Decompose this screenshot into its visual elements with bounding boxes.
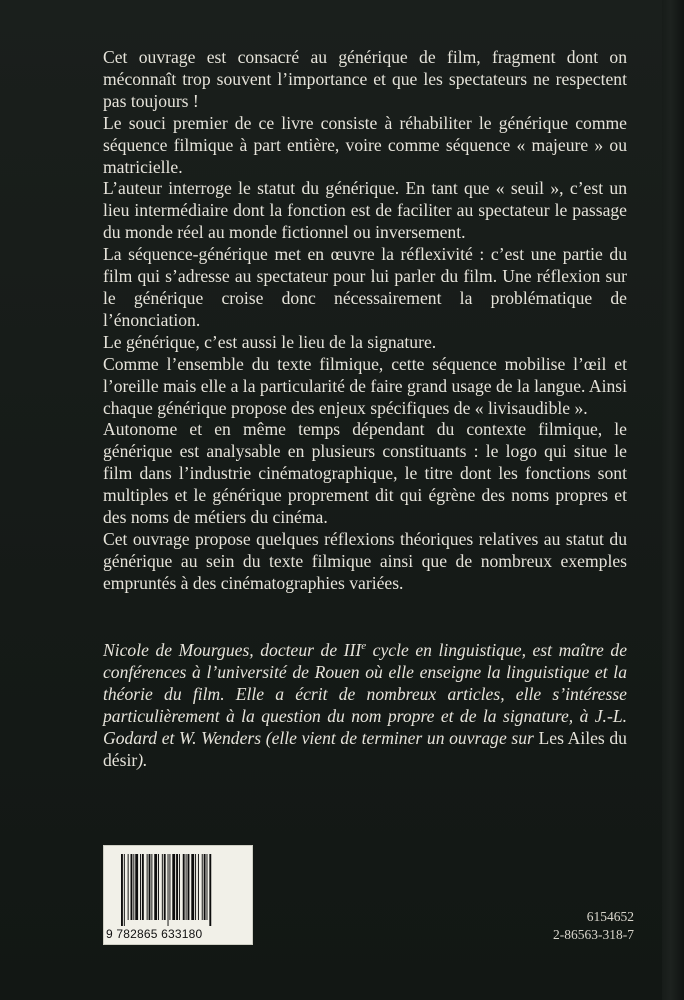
product-codes bbox=[553, 908, 634, 944]
barcode-bar bbox=[191, 854, 194, 920]
barcode-bar bbox=[140, 854, 141, 920]
barcode-bar bbox=[207, 854, 208, 920]
barcode-bar bbox=[195, 854, 196, 920]
barcode-bar bbox=[164, 854, 166, 920]
author-bio-text: ). bbox=[137, 749, 148, 770]
barcode-bar bbox=[149, 854, 151, 920]
blurb-paragraph: La séquence-générique met en œuvre la réflexivité : c’est une partie du film qui s’adresse au spectateur pour lui parler du film. Une réflexion sur le générique croise donc nécessairement la problématique de l’énonciation. bbox=[103, 244, 627, 330]
barcode-bar bbox=[186, 854, 187, 920]
ordinal-superscript: e bbox=[361, 640, 367, 653]
barcode-bar bbox=[147, 854, 148, 920]
barcode-bar bbox=[183, 854, 185, 920]
author-bio bbox=[103, 640, 627, 771]
barcode-bar bbox=[198, 854, 199, 920]
barcode-bar bbox=[209, 854, 211, 926]
blurb-paragraph: Autonome et en même temps dépendant du contexte filmique, le générique est analysable en plusieurs constituants : le logo qui situe le film dans l’industrie cinématographique, le titre dont les fonctions sont multiples et le générique proprement dit qui égrène des noms propres et des noms de métiers du cinéma. bbox=[103, 419, 627, 528]
blurb-paragraph: L’auteur interroge le statut du générique. En tant que « seuil », c’est un lieu intermédiaire dont la fonction est de faciliter au spectateur le passage du monde réel au monde fictionnel ou inversement. bbox=[103, 178, 627, 243]
reference-number: 6154652 bbox=[586, 909, 634, 924]
isbn: 2-86563-318-7 bbox=[553, 927, 634, 942]
barcode-bar bbox=[176, 854, 178, 920]
barcode-bar bbox=[158, 854, 159, 920]
author-bio-text: cycle en linguistique, est maître de conférences à l’université de Rouen où elle enseigne la linguistique et la théorie du film. Elle a écrit de nombreux articles, elle s’intéresse particulièrement à la question du nom propre et de la signature, à J.-L. Godard et W. Wenders (elle vient de terminer un ouvrage sur bbox=[103, 640, 628, 748]
barcode-bar bbox=[188, 854, 190, 920]
barcode-bar bbox=[133, 854, 134, 920]
barcode-bar bbox=[154, 854, 157, 920]
barcode-bar bbox=[179, 854, 180, 920]
barcode-bar bbox=[124, 854, 125, 926]
barcode-bars bbox=[121, 854, 235, 926]
barcode-bar bbox=[172, 854, 175, 920]
blurb-paragraph: Le générique, c’est aussi le lieu de la signature. bbox=[103, 331, 437, 352]
barcode-bar bbox=[135, 854, 138, 920]
film-title: Les Ailes du désir bbox=[103, 727, 627, 770]
barcode-bar bbox=[202, 854, 203, 920]
barcode-bar bbox=[142, 854, 144, 920]
blurb-paragraph: Le souci premier de ce livre consiste à réhabiliter le générique comme séquence filmique à part entière, voire comme séquence « majeure » ou matricielle. bbox=[103, 112, 627, 177]
barcode-number: 9 782865 633180 bbox=[106, 927, 203, 941]
barcode-bar bbox=[168, 854, 169, 926]
barcode-bar bbox=[121, 854, 123, 926]
blurb-paragraph: Comme l’ensemble du texte filmique, cette séquence mobilise l’œil et l’oreille mais elle a la particularité de faire grand usage de la langue. Ainsi chaque générique propose des enjeux spécifiques de « livisaudible ». bbox=[103, 353, 627, 418]
author-bio-text: Nicole de Mourgues, docteur de III bbox=[103, 640, 362, 660]
barcode-bar bbox=[131, 854, 133, 920]
barcode bbox=[103, 845, 253, 945]
barcode-bar bbox=[162, 854, 163, 920]
barcode-bar bbox=[128, 854, 129, 920]
blurb-text bbox=[103, 47, 627, 595]
blurb-paragraph: Cet ouvrage est consacré au générique de film, fragment dont on méconnaît trop souvent l’importance et que les spectateurs ne respectent pas toujours ! bbox=[103, 47, 627, 111]
barcode-bar bbox=[169, 854, 170, 920]
barcode-bar bbox=[151, 854, 152, 920]
barcode-bar bbox=[204, 854, 206, 920]
spine-edge bbox=[662, 0, 684, 1000]
blurb-paragraph: Cet ouvrage propose quelques réflexions théoriques relatives au statut du générique au sein du texte filmique ainsi que de nombreux exemples empruntés à des cinématographies variées. bbox=[103, 528, 627, 593]
